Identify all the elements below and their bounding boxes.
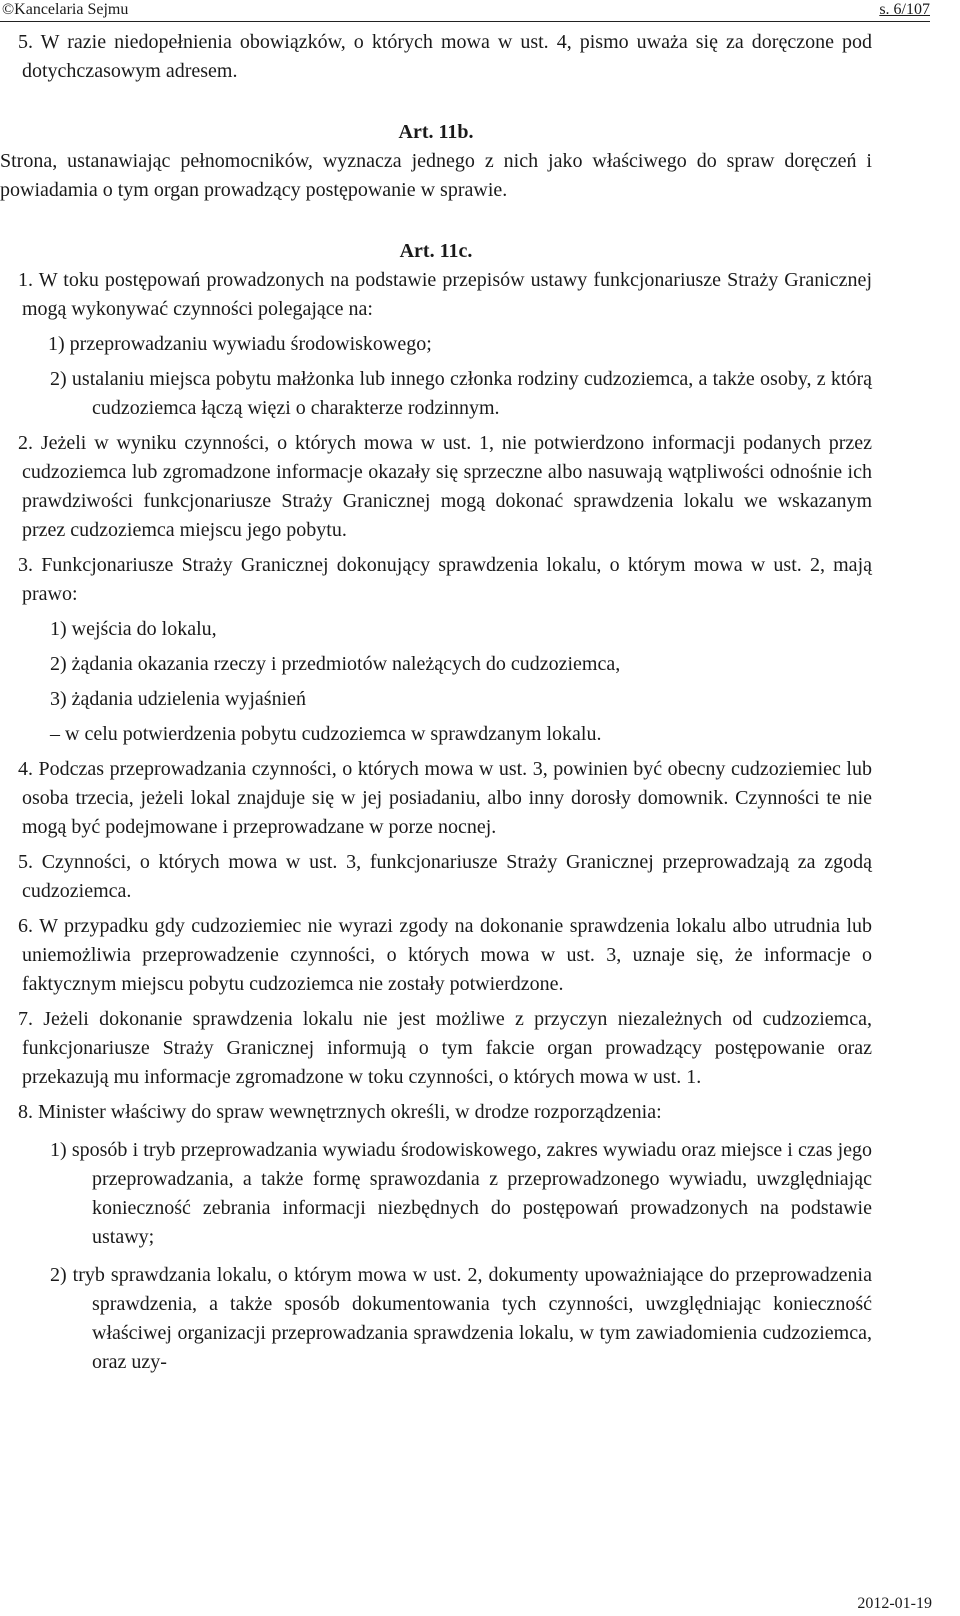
page-number: s. 6/107 [879, 1, 930, 18]
article-heading-11b: Art. 11b. [398, 121, 474, 143]
header-divider [0, 21, 930, 22]
paragraph-ust-1: 1. W toku postępowań prowadzonych na podstawie przepisów ustawy funkcjonariusze Straży Granicznej mogą wykonywać czynności polegające na: [18, 269, 872, 320]
list-item-3-2: 2) żądania okazania rzeczy i przedmiotów należących do cudzoziemca, [50, 653, 621, 675]
paragraph-ust-8: 8. Minister właściwy do spraw wewnętrznych określi, w drodze rozporządzenia: [18, 1101, 662, 1123]
article-heading-11c: Art. 11c. [399, 240, 473, 262]
list-item-1-1: 1) przeprowadzaniu wywiadu środowiskowego; [48, 333, 432, 355]
paragraph-ust-5: 5. W razie niedopełnienia obowiązków, o których mowa w ust. 4, pismo uważa się za doręczone pod dotychczasowym adresem. [18, 31, 872, 82]
paragraph-ust-2: 2. Jeżeli w wyniku czynności, o których mowa w ust. 1, nie potwierdzono informacji podanych przez cudzoziemca lub zgromadzone informacje okazały się sprzeczne albo nasuwają wątpliwości odnośnie ich prawdziwości funkcjonariusze Straży Granicznej mogą dokonać sprawdzenia lokalu we wskazanym przez cudzoziemca miejscu jego pobytu. [18, 432, 872, 541]
paragraph-ust-6: 6. W przypadku gdy cudzoziemiec nie wyrazi zgody na dokonanie sprawdzenia lokalu albo utrudnia lub uniemożliwia przeprowadzenie czynności, o których mowa w ust. 3, uznaje się, że informacje o faktycznym miejscu pobytu cudzoziemca nie zostały potwierdzone. [18, 915, 872, 995]
list-item-8-1: 1) sposób i tryb przeprowadzania wywiadu środowiskowego, zakres wywiadu oraz miejsce i czas jego przeprowadzania, a także formę sprawozdania z przeprowadzonego wywiadu, uwzględniając konieczność zebrania informacji niezbędnych do postępowań prowadzonych na podstawie ustawy; [50, 1139, 872, 1248]
paragraph-ust-4: 4. Podczas przeprowadzania czynności, o których mowa w ust. 3, powinien być obecny cudzoziemiec lub osoba trzecia, jeżeli lokal znajduje się w jej posiadaniu, albo inny dorosły domownik. Czynności te nie mogą być podejmowane i przeprowadzane w porze nocnej. [18, 758, 872, 838]
list-item-3-1: 1) wejścia do lokalu, [50, 618, 217, 640]
paragraph-ust-5-2: 5. Czynności, o których mowa w ust. 3, funkcjonariusze Straży Granicznej przeprowadzają za zgodą cudzoziemca. [18, 851, 872, 902]
paragraph-ust-3: 3. Funkcjonariusze Straży Granicznej dokonujący sprawdzenia lokalu, o którym mowa w ust. 2, mają prawo: [18, 554, 872, 605]
document-body [0, 28, 872, 1377]
list-tail-3: – w celu potwierdzenia pobytu cudzoziemca w sprawdzanym lokalu. [50, 723, 602, 745]
footer-date: 2012-01-19 [857, 1595, 932, 1612]
header-source: ©Kancelaria Sejmu [2, 1, 129, 18]
list-item-1-2: 2) ustalaniu miejsca pobytu małżonka lub innego członka rodziny cudzoziemca, a także osoby, z którą cudzoziemca łączą więzi o charakterze rodzinnym. [50, 368, 872, 419]
list-item-8-2: 2) tryb sprawdzania lokalu, o którym mowa w ust. 2, dokumenty upoważniające do przeprowadzenia sprawdzenia, a także sposób dokumentowania tych czynności, uwzględniając konieczność właściwej organizacji przeprowadzania sprawdzenia lokalu, w tym zawiadomienia cudzoziemca, oraz uzy- [50, 1264, 872, 1373]
list-item-3-3: 3) żądania udzielenia wyjaśnień [50, 688, 306, 710]
paragraph-art-11b: Strona, ustanawiając pełnomocników, wyznacza jednego z nich jako właściwego do spraw doręczeń i powiadamia o tym organ prowadzący postępowanie w sprawie. [0, 150, 872, 201]
paragraph-ust-7: 7. Jeżeli dokonanie sprawdzenia lokalu nie jest możliwe z przyczyn niezależnych od cudzoziemca, funkcjonariusze Straży Granicznej informują o tym fakcie organ prowadzący postępowanie oraz przekazują mu informacje zgromadzone w toku czynności, o których mowa w ust. 1. [18, 1008, 872, 1088]
